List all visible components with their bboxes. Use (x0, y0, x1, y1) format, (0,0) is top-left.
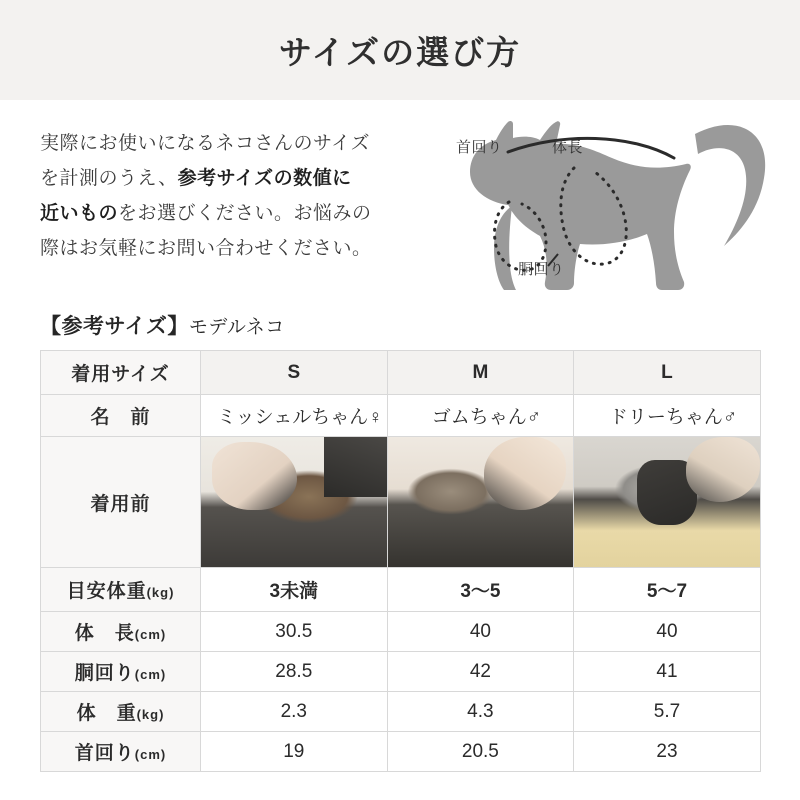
table-row-target-weight (41, 568, 761, 612)
label-chest-circumference: 胴回り (518, 261, 565, 278)
row-unit-body-length: (cm) (134, 627, 167, 642)
size-table (40, 350, 761, 772)
intro-line-3b: をお選びください。お悩みの (118, 203, 372, 225)
cell-body-length-s: 30.5 (201, 612, 388, 652)
row-label-neck-text: 首回り (74, 743, 135, 764)
row-label-chest-text: 胴回り (74, 663, 135, 684)
row-unit-target-weight: (kg) (146, 585, 175, 600)
page-title: サイズの選び方 (278, 33, 522, 71)
cell-target-weight-s: 3未満 (201, 568, 388, 612)
intro-section (0, 100, 800, 300)
table-row-neck (41, 732, 761, 772)
cell-neck-l: 23 (574, 732, 761, 772)
cell-body-length-l: 40 (574, 612, 761, 652)
cell-weight-s: 2.3 (201, 692, 388, 732)
intro-line-4: 際はお気軽にお問い合わせください。 (40, 238, 372, 260)
row-label-before-wearing: 着用前 (41, 437, 201, 568)
header-label-wear-size: 着用サイズ (41, 351, 201, 395)
table-row-photo (41, 437, 761, 568)
row-label-name: 名 前 (41, 395, 201, 437)
cell-target-weight-m: 3〜5 (387, 568, 574, 612)
row-label-target-weight (41, 568, 201, 612)
intro-line-1: 実際にお使いになるネコさんのサイズ (40, 133, 370, 154)
size-table-wrapper (0, 350, 800, 772)
intro-emphasis-1: 参考サイズの数値に (177, 168, 352, 190)
reference-size-bracket: 【参考サイズ】 (40, 315, 189, 338)
intro-text (40, 126, 440, 267)
row-label-weight-text: 体 重 (76, 703, 137, 724)
table-header-row (41, 351, 761, 395)
photo-cat-m (388, 437, 574, 567)
page-header (0, 0, 800, 100)
table-row-name (41, 395, 761, 437)
header-size-s: S (201, 351, 388, 395)
cell-chest-l: 41 (574, 652, 761, 692)
cell-chest-s: 28.5 (201, 652, 388, 692)
cell-name-m: ゴムちゃん♂ (387, 395, 574, 437)
cell-photo-s (201, 437, 388, 568)
cat-measurement-diagram (452, 106, 782, 311)
cell-body-length-m: 40 (387, 612, 574, 652)
cell-weight-l: 5.7 (574, 692, 761, 732)
cell-chest-m: 42 (387, 652, 574, 692)
footer-spacer (0, 772, 800, 798)
label-body-length: 体長 (552, 139, 584, 156)
cell-weight-m: 4.3 (387, 692, 574, 732)
row-unit-weight: (kg) (136, 707, 165, 722)
table-row-body-length (41, 612, 761, 652)
cell-name-s: ミッシェルちゃん♀ (201, 395, 388, 437)
photo-shadow-s (324, 437, 387, 497)
table-row-weight (41, 692, 761, 732)
cell-photo-m (387, 437, 574, 568)
label-neck-circumference: 首回り (456, 139, 503, 156)
row-label-target-weight-text: 目安体重 (66, 581, 147, 602)
row-label-neck (41, 732, 201, 772)
row-label-chest (41, 652, 201, 692)
cell-neck-s: 19 (201, 732, 388, 772)
row-label-body-length-text: 体 長 (74, 623, 135, 644)
table-row-chest (41, 652, 761, 692)
cell-target-weight-l: 5〜7 (574, 568, 761, 612)
header-size-l: L (574, 351, 761, 395)
row-unit-chest: (cm) (134, 667, 167, 682)
row-label-body-length (41, 612, 201, 652)
cell-neck-m: 20.5 (387, 732, 574, 772)
header-size-m: M (387, 351, 574, 395)
photo-cat-s (201, 437, 387, 567)
intro-emphasis-2: 近いもの (40, 203, 119, 225)
reference-size-model: モデルネコ (188, 317, 285, 338)
row-label-weight (41, 692, 201, 732)
cell-name-l: ドリーちゃん♂ (574, 395, 761, 437)
cell-photo-l (574, 437, 761, 568)
photo-cat-l (574, 437, 760, 567)
intro-line-2a: を計測のうえ、 (40, 168, 178, 190)
row-unit-neck: (cm) (134, 747, 167, 762)
